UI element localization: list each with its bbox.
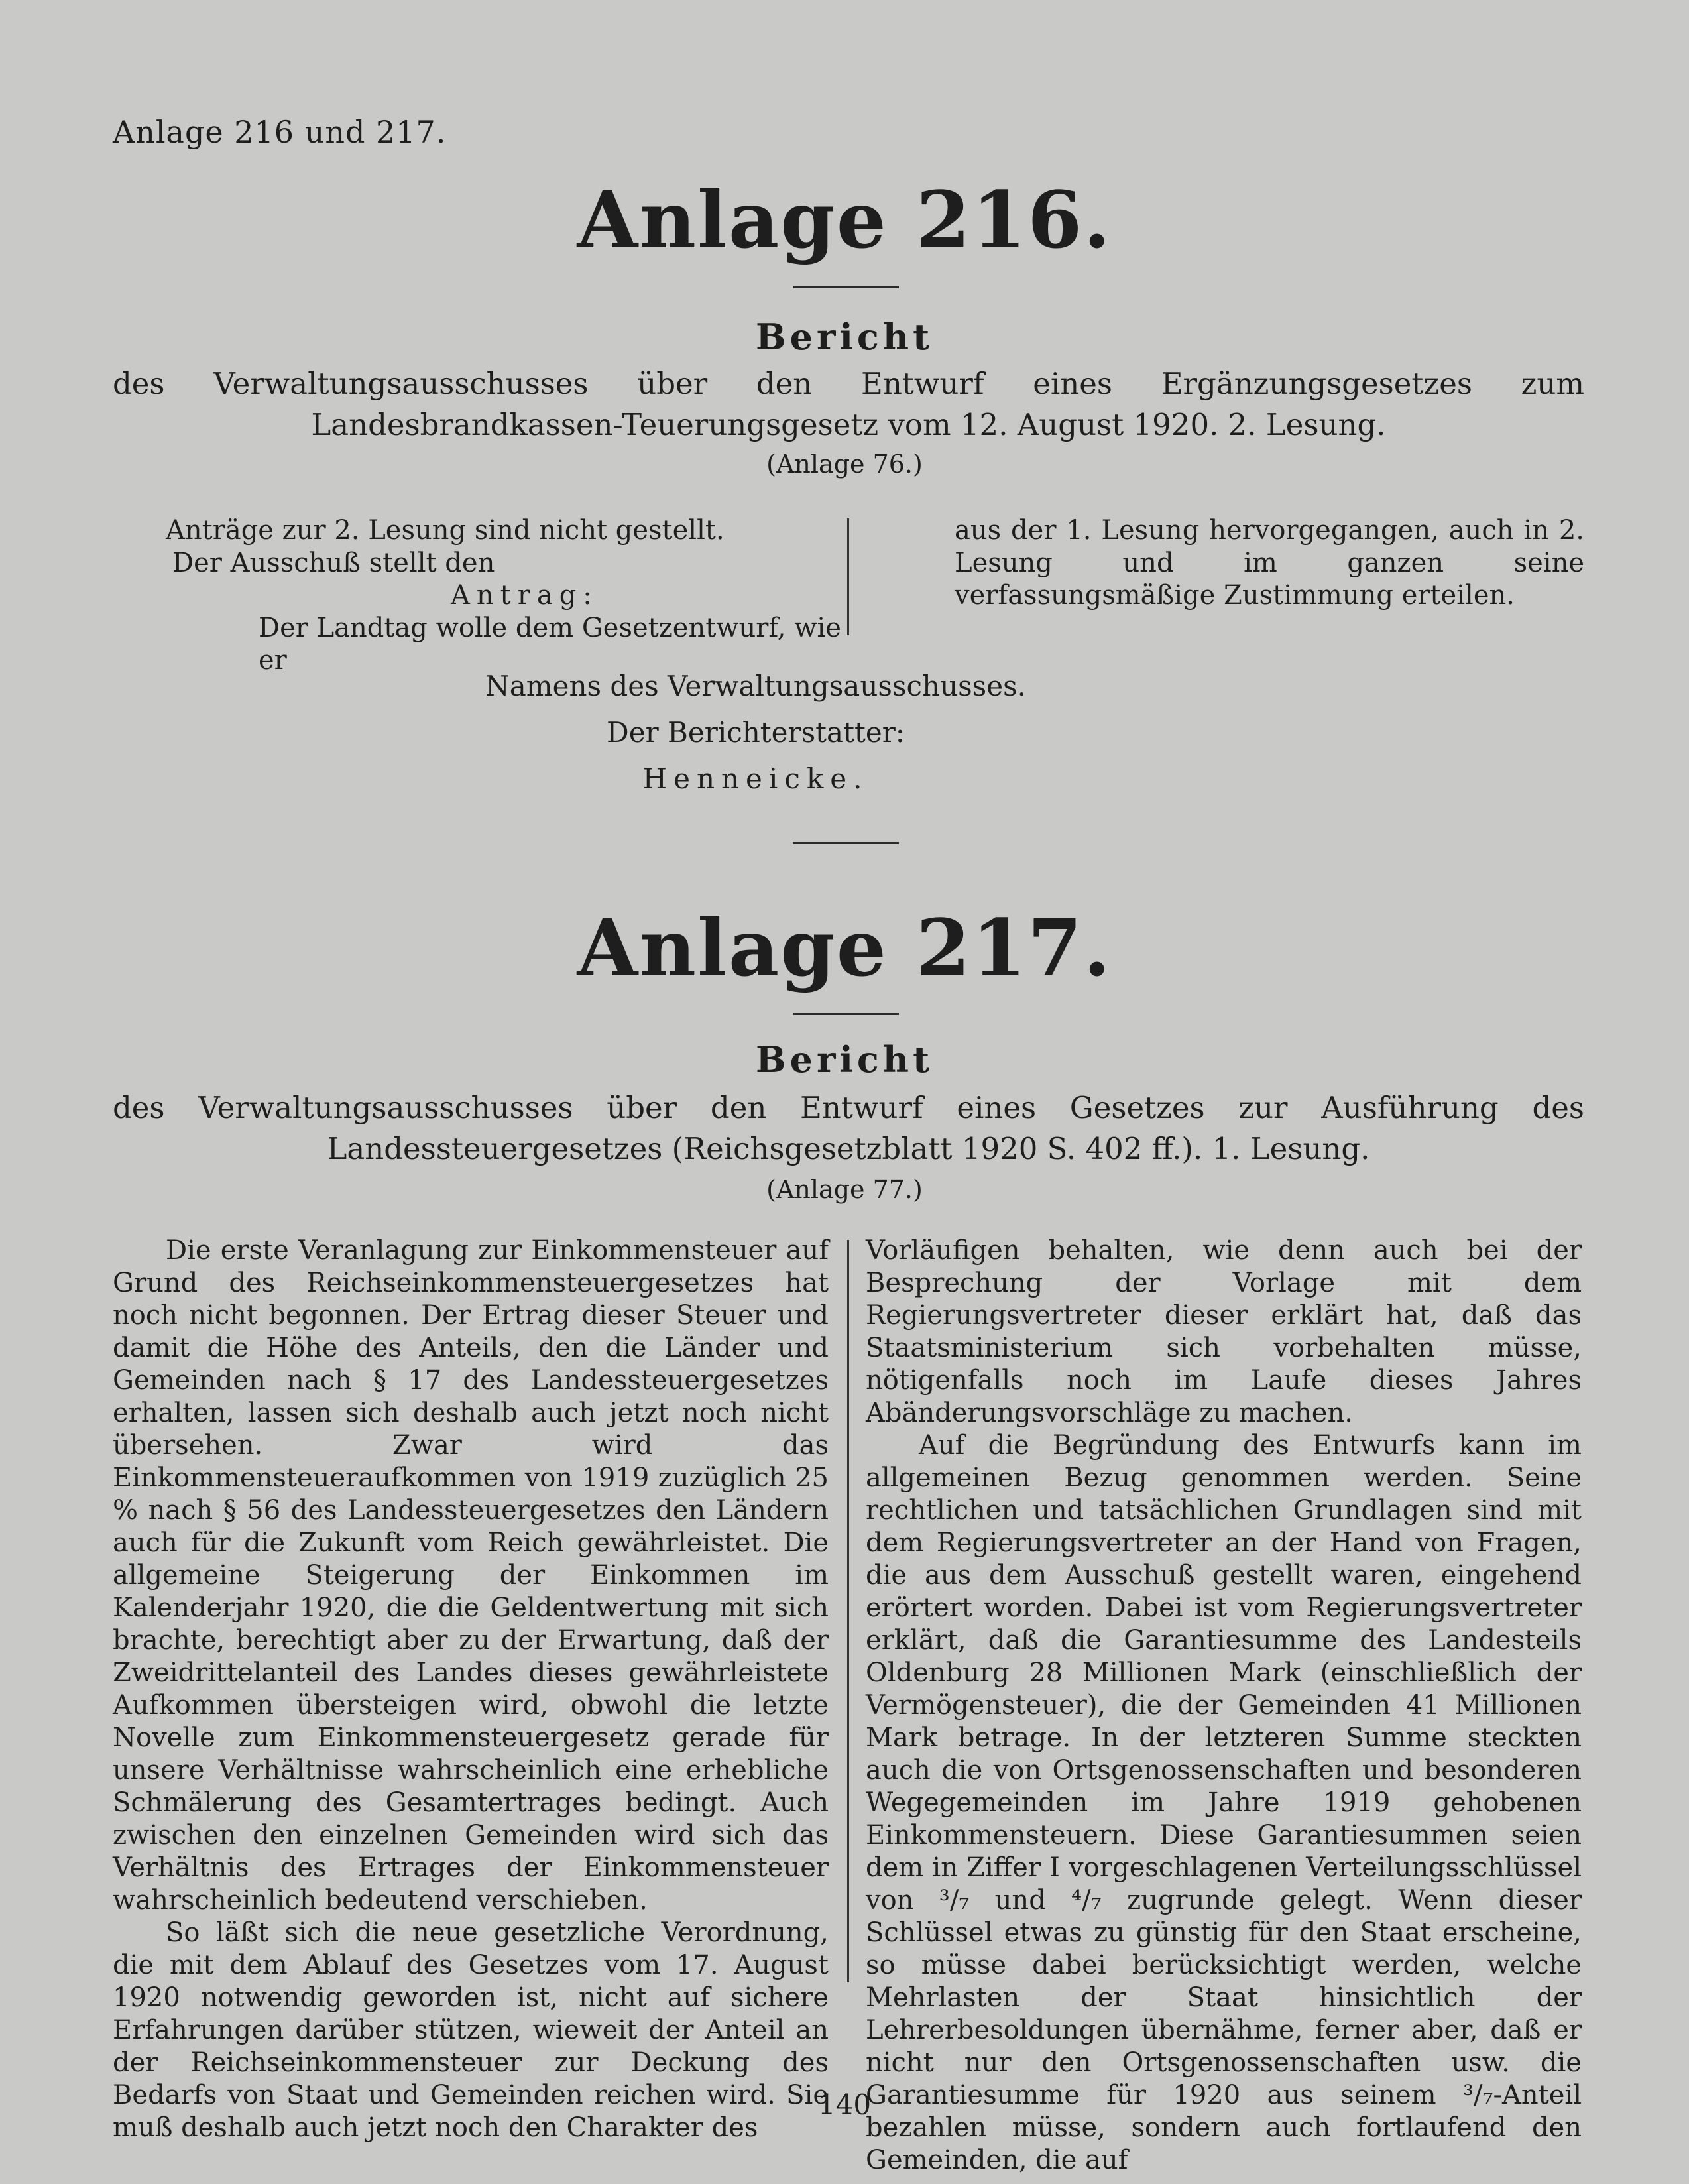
paragraph: Auf die Begründung des Entwurfs kann im allgemeinen Bezug genommen werden. Seine rechtlichen und tatsächlichen Grundlagen sind mit dem Regierungsvertreter an der Hand von Fragen, die aus dem Ausschuß gestellt waren, eingehend erörtert worden. Dabei ist vom Regierungsvertreter erklärt, daß die Garantiesumme des Landesteils Oldenburg 28 Millionen Mark (einschließlich der Vermögensteuer), die der Gemeinden 41 Millionen Mark betrage. In der letzteren Summe steckten auch die von Ortsgenossenschaften und besonderen Wegegemeinden im Jahre 1919 gehobenen Einkommensteuern. Diese Garantiesummen seien dem in Ziffer I vorgeschlagenen Verteilungsschlüssel von ³/₇ und ⁴/₇ zugrunde gelegt. Wenn dieser Schlüssel etwas zu günstig für den Staat erscheine, so müsse dabei berücksichtigt werden, welche Mehrlasten der Staat hinsichtlich der Lehrerbesoldungen übernähme, ferner aber, daß er nicht nur den Ortsgenossenschaften usw. die Garantiesumme für 1920 aus seinem ³/₇-Anteil bezahlen müsse, sondern auch fortlaufend den Gemeinden, die auf xyxy=(866,1430,1582,2175)
paragraph: Vorläufigen behalten, wie denn auch bei der Besprechung der Vorlage mit dem Regierungsvertreter dieser erklärt hat, daß das Staatsministerium sich vorbehalten müsse, nötigenfalls noch im Laufe dieses Jahres Abänderungsvorschläge zu machen. xyxy=(866,1235,1582,1428)
paragraph: Der Ausschuß stellt den xyxy=(172,548,495,578)
anlage-217-description: des Verwaltungsausschusses über den Entwurf eines Gesetzes zur Ausführung des Landessteuergesetzes (Reichsgesetzblatt 1920 S. 402 ff.). 1. Lesung. xyxy=(113,1090,1584,1166)
anlage-217-right-column xyxy=(866,1235,1582,2177)
title-rule xyxy=(793,286,899,288)
paragraph: Die erste Veranlagung zur Einkommensteuer auf Grund des Reichseinkommensteuergesetzes hat noch nicht begonnen. Der Ertrag dieser Steuer und damit die Höhe des Anteils, den die Länder und Gemeinden nach § 17 des Landessteuergesetzes erhalten, lassen sich deshalb auch jetzt noch nicht übersehen. Zwar wird das Einkommensteueraufkommen von 1919 zuzüglich 25 % nach § 56 des Landessteuergesetzes den Ländern auch für die Zukunft vom Reich gewährleistet. Die allgemeine Steigerung der Einkommen im Kalenderjahr 1920, die die Geldentwertung mit sich brachte, berechtigt aber zu der Erwartung, daß der Zweidrittelanteil des Landes dieses gewährleistete Aufkommen übersteigen wird, obwohl die letzte Novelle zum Einkommensteuergesetz gerade für unsere Verhältnisse wahrscheinlich eine erhebliche Schmälerung des Gesamtertrages bedingt. Auch zwischen den einzelnen Gemeinden wird sich das Verhältnis des Ertrages der Einkommensteuer wahrscheinlich bedeutend verschieben. xyxy=(113,1235,829,1915)
page-number: 140 xyxy=(817,2089,872,2121)
signature-line: Namens des Verwaltungsausschusses. xyxy=(485,670,1026,702)
paragraph: aus der 1. Lesung hervorgegangen, auch in 2. Lesung und im ganzen seine verfassungsmäßige Zustimmung erteilen. xyxy=(955,515,1584,611)
title-rule xyxy=(793,1013,899,1015)
anlage-216-left-column xyxy=(166,515,848,677)
signature-role: Der Berichterstatter: xyxy=(607,716,905,749)
running-head: Anlage 216 und 217. xyxy=(113,114,447,150)
anlage-216-description: des Verwaltungsausschusses über den Entwurf eines Ergänzungsgesetzes zum Landesbrandkassen-Teuerungsgesetz vom 12. August 1920. 2. Lesung. xyxy=(113,366,1584,442)
anlage-217-reference: (Anlage 77.) xyxy=(766,1175,923,1204)
column-divider xyxy=(847,518,849,635)
anlage-216-bericht: Bericht xyxy=(755,316,934,358)
antrag-heading: Antrag: xyxy=(451,580,599,611)
anlage-217-bericht: Bericht xyxy=(755,1038,934,1081)
anlage-217-title: Anlage 217. xyxy=(577,902,1112,994)
section-rule xyxy=(793,842,899,844)
paragraph: Der Landtag wolle dem Gesetzentwurf, wie er xyxy=(259,613,841,676)
column-divider xyxy=(847,1240,849,1982)
signature-name: Henneicke. xyxy=(642,762,869,795)
paragraph: So läßt sich die neue gesetzliche Verordnung, die mit dem Ablauf des Gesetzes vom 17. August 1920 notwendig geworden ist, nicht auf sichere Erfahrungen darüber stützen, wieweit der Anteil an der Reichseinkommensteuer zur Deckung des Bedarfs von Staat und Gemeinden reichen wird. Sie muß deshalb auch jetzt noch den Charakter des xyxy=(113,1917,829,2143)
anlage-216-reference: (Anlage 76.) xyxy=(766,450,923,479)
anlage-217-left-column xyxy=(113,1235,829,2144)
anlage-216-title: Anlage 216. xyxy=(577,174,1112,266)
anlage-216-right-column xyxy=(955,515,1584,612)
paragraph: Anträge zur 2. Lesung sind nicht gestellt. xyxy=(166,515,725,546)
